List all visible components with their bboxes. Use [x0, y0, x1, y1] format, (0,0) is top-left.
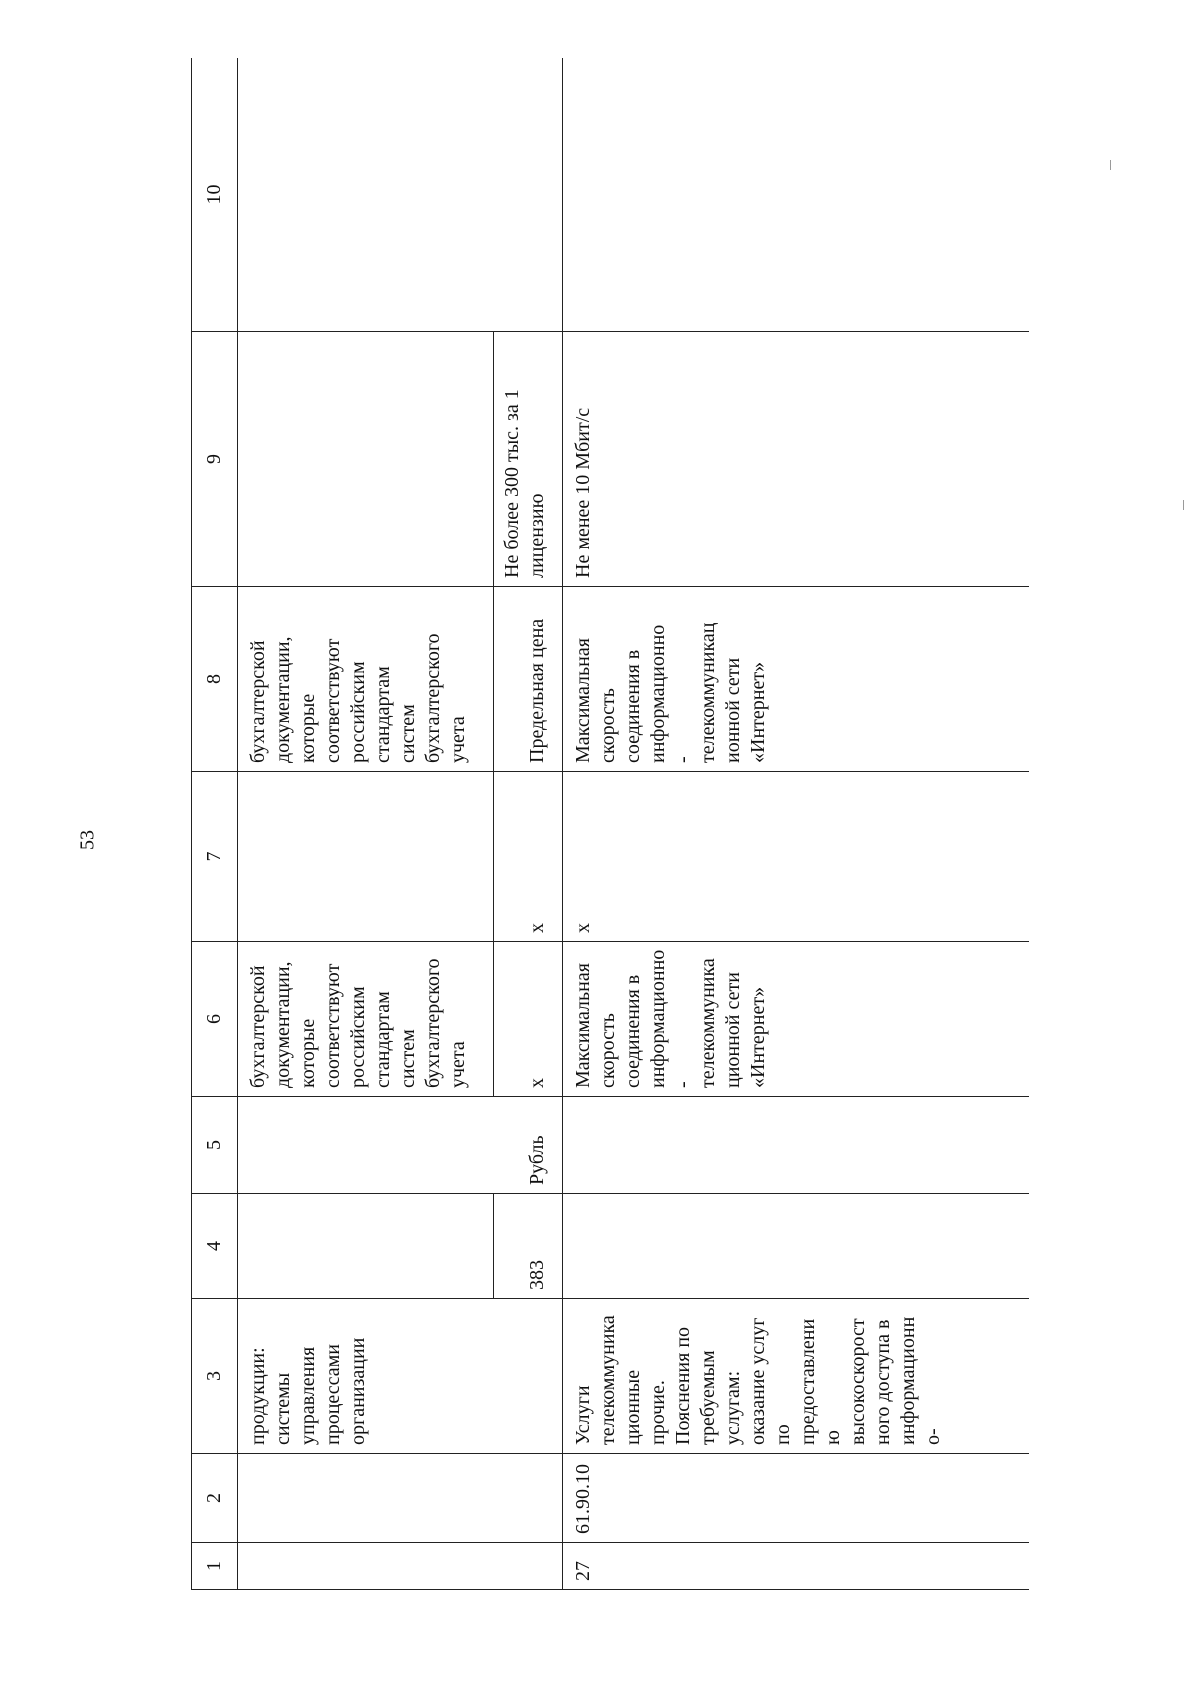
cell-value: x [526, 923, 548, 933]
cell-justification [238, 58, 563, 332]
text-line: Максимальная [572, 638, 594, 763]
text-line: ионной сети [722, 657, 744, 763]
column-number: 10 [192, 58, 238, 332]
text-line: телекоммуника [597, 1315, 619, 1445]
text-line: системы [272, 1372, 294, 1445]
text-line: соответствуют [322, 638, 344, 763]
text-line: российским [347, 986, 369, 1088]
table-row [238, 58, 563, 1590]
text-line: которые [297, 1018, 319, 1088]
cell-characteristic-approved [238, 587, 563, 772]
scan-speck [1183, 500, 1184, 510]
column-number: 3 [192, 1299, 238, 1454]
specification-table [191, 58, 1029, 1590]
rotated-table-area [191, 58, 1029, 1590]
text-line: ного доступа в [872, 1319, 894, 1445]
text-line: - [672, 756, 694, 763]
unit-name-value: Рубль [526, 1135, 548, 1185]
column-number: 7 [192, 772, 238, 942]
text-line: которые [297, 693, 319, 763]
text-line: учета [447, 716, 469, 763]
text-line: управления [297, 1346, 319, 1445]
unit-code-value: 383 [526, 1260, 548, 1290]
cell-row-number: 27 [563, 1543, 1030, 1590]
text-line: документации, [272, 636, 294, 763]
text-line: систем [397, 1029, 419, 1088]
column-number: 2 [192, 1454, 238, 1543]
text-line: информационн [897, 1316, 919, 1445]
text-line: - [672, 1081, 694, 1088]
cell-justification [563, 58, 1030, 332]
text-line: предоставлени [797, 1318, 819, 1445]
scan-speck [1110, 160, 1111, 170]
text-line: лицензию [526, 493, 548, 578]
text-line: о- [922, 1428, 944, 1445]
column-number: 9 [192, 332, 238, 587]
text-line: учета [447, 1041, 469, 1088]
text-line: бухгалтерского [422, 633, 444, 763]
text-line: скорость [597, 1013, 619, 1088]
text-line: по [772, 1424, 794, 1445]
cell-value: Предельная цена [526, 618, 548, 763]
text-line: оказание услуг [747, 1317, 769, 1445]
unit-code-subcell [493, 1194, 562, 1298]
value-approved-subcell [493, 332, 562, 586]
value-required-subcell [493, 772, 562, 941]
text-line: «Интернет» [747, 661, 769, 763]
cell-characteristic-approved [563, 587, 1030, 772]
text-line: стандартам [372, 991, 394, 1088]
cell-characteristic-required [238, 942, 563, 1097]
text-line: документации, [272, 961, 294, 1088]
text-line: «Интернет» [747, 986, 769, 1088]
text-line: бухгалтерской [247, 640, 269, 763]
text-line: продукции: [247, 1347, 269, 1445]
text-line: ционной сети [722, 972, 744, 1088]
page-number: 53 [76, 830, 99, 850]
text-line: систем [397, 704, 419, 763]
text-line: процессами [322, 1343, 344, 1445]
text-line: прочие. [647, 1380, 669, 1445]
cell-code: 61.90.10 [563, 1454, 1030, 1543]
text-line: информационно [647, 949, 669, 1088]
column-number: 4 [192, 1194, 238, 1299]
text-line: ю [822, 1430, 844, 1445]
cell-row-number [238, 1543, 563, 1590]
column-number: 8 [192, 587, 238, 772]
text-line: стандартам [372, 666, 394, 763]
unit-name-subcell [494, 1097, 562, 1193]
text-line: Максимальная [572, 963, 594, 1088]
cell-name [238, 1299, 563, 1454]
cell-code [238, 1454, 563, 1543]
cell-name [563, 1299, 1030, 1454]
text-line: российским [347, 661, 369, 763]
text-line: бухгалтерской [247, 965, 269, 1088]
text-line: высокоскорост [847, 1318, 869, 1445]
cell-characteristic-required [563, 942, 1030, 1097]
text-line: информационно [647, 624, 669, 763]
characteristic-approved-subcell [493, 587, 562, 771]
table-row [563, 58, 1030, 1590]
text-line: соединения в [622, 649, 644, 763]
text-line: телекоммуникац [697, 622, 719, 763]
cell-unit-name [563, 1097, 1030, 1194]
cell-unit-code [563, 1194, 1030, 1299]
text-line: услугам: [722, 1370, 744, 1445]
text-line: соответствуют [322, 963, 344, 1088]
text-line: требуемым [697, 1350, 719, 1445]
cell-unit-code [238, 1194, 563, 1299]
text-line: телекоммуника [697, 958, 719, 1088]
characteristic-required-subcell [493, 942, 562, 1096]
cell-value-required: x [563, 772, 1030, 942]
text-line: Пояснения по [672, 1326, 694, 1445]
cell-value: x [526, 1078, 548, 1088]
text-line: ционные [622, 1369, 644, 1445]
cell-value-required [238, 772, 563, 942]
text-line: скорость [597, 688, 619, 763]
text-line: Услуги [572, 1385, 594, 1445]
text-line: Не более 300 тыс. за 1 [501, 389, 523, 578]
cell-unit-name [238, 1097, 563, 1194]
column-number: 6 [192, 942, 238, 1097]
header-row [192, 58, 238, 1590]
text-line: бухгалтерского [422, 958, 444, 1088]
cell-value-approved [238, 332, 563, 587]
cell-value-approved: Не менее 10 Мбит/с [563, 332, 1030, 587]
column-number: 5 [192, 1097, 238, 1194]
text-line: организации [347, 1337, 369, 1445]
column-number: 1 [192, 1543, 238, 1590]
text-line: соединения в [622, 974, 644, 1088]
